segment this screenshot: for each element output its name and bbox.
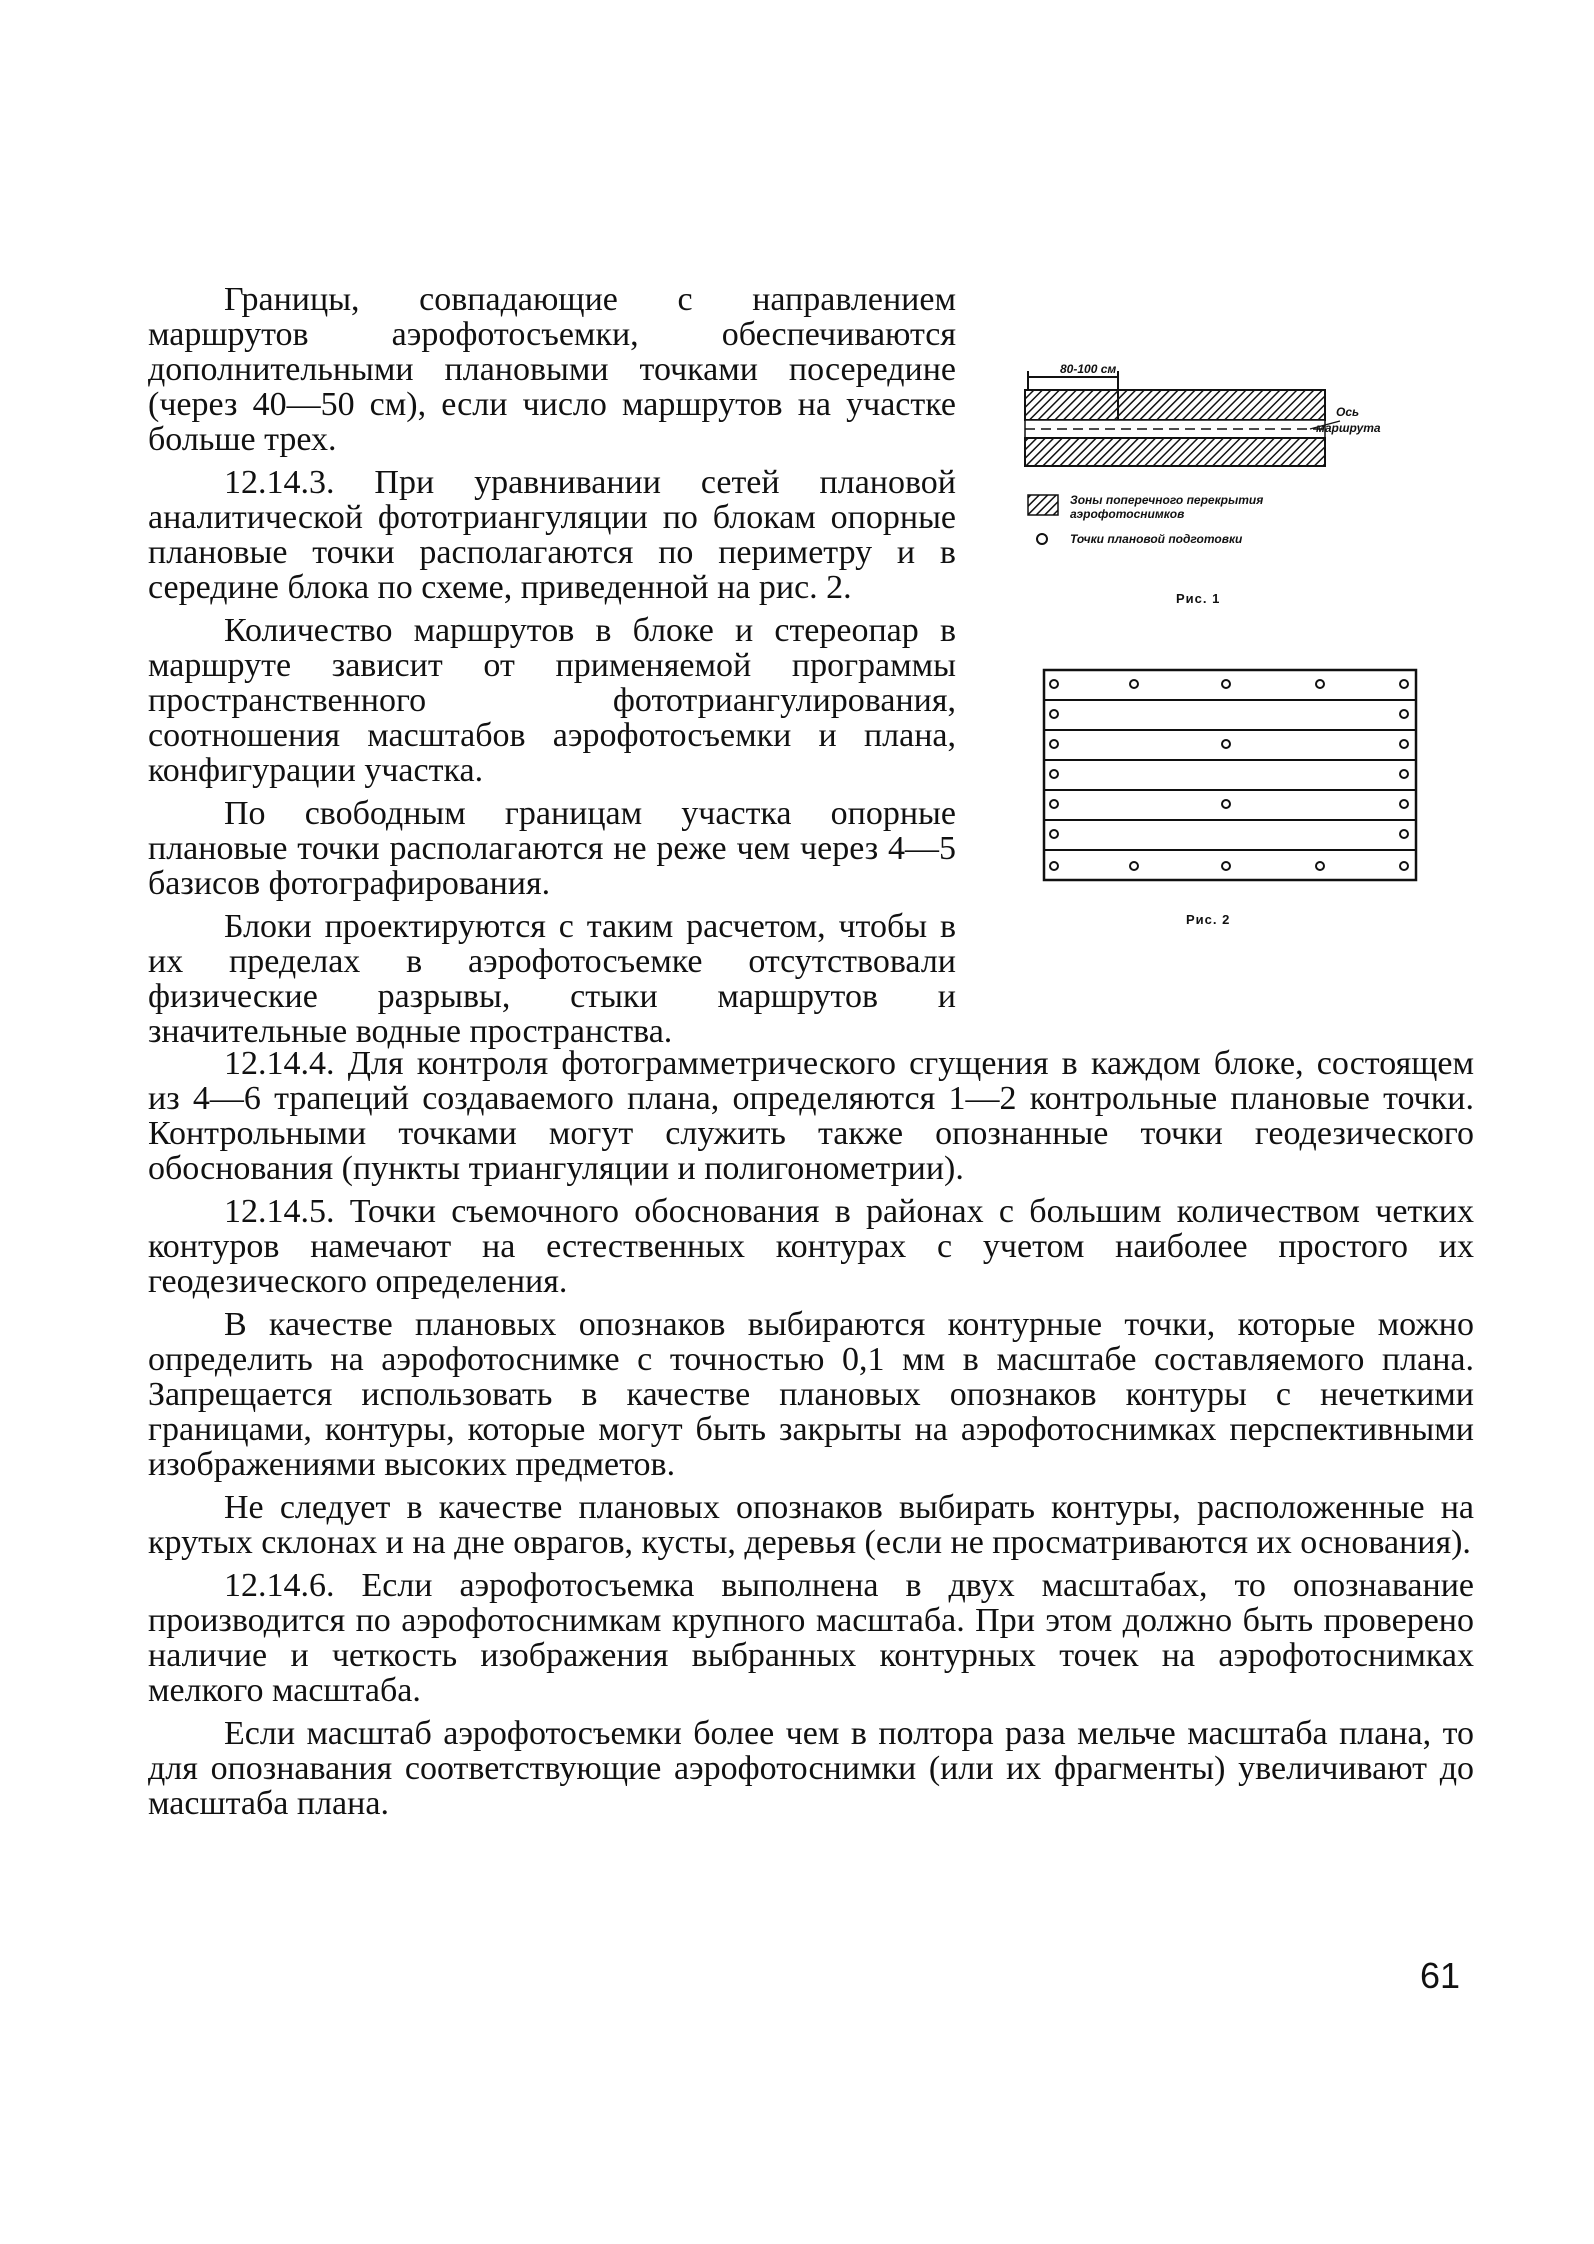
block-outline <box>1044 670 1416 880</box>
axis-label: Ось <box>1336 405 1360 419</box>
figure-1-caption: Рис. 1 <box>1176 591 1221 606</box>
legend-zone-label: Зоны поперечного перекрытия <box>1070 493 1264 507</box>
paragraph: В качестве плановых опознаков выбираются контурные точки, которые можно определить на аэрофотоснимке с точностью 0,1 мм в масштабе составляемого плана. Запрещается использовать в качестве плановых опознаков контуры с нечеткими границами, контуры, которые могут быть закрыты на аэрофотоснимках перспективными изображениями высоких предметов. <box>148 1306 1474 1483</box>
legend-zone-label: аэрофотоснимков <box>1070 507 1185 521</box>
legend-hatch-swatch <box>1028 495 1058 515</box>
paragraph: 12.14.6. Если аэрофотосъемка выполнена в двух масштабах, то опознавание производится по аэрофотоснимкам крупного масштаба. При этом должно быть проверено наличие и четкость изображения выбранных контурных точек на аэрофотоснимках мелкого масштаба. <box>148 1567 1474 1709</box>
paragraph: По свободным границам участка опорные плановые точки располагаются не реже чем через 4—5 базисов фотографирования. <box>148 795 956 902</box>
dimension-label: 80-100 см <box>1060 362 1117 376</box>
figure-1 <box>1010 345 1430 625</box>
paragraph: 12.14.5. Точки съемочного обоснования в районах с большим количеством четких контуров намечают на естественных контурах с учетом наиболее простого их геодезического определения. <box>148 1193 1474 1300</box>
figure-2 <box>1036 662 1426 942</box>
legend-points-label: Точки плановой подготовки <box>1070 532 1243 546</box>
figure-2-caption: Рис. 2 <box>1186 912 1231 927</box>
figure-2-diagram <box>1036 662 1426 882</box>
paragraph: Если масштаб аэрофотосъемки более чем в полтора раза мельче масштаба плана, то для опознавания соответствующие аэрофотоснимки (или их фрагменты) увеличивают до масштаба плана. <box>148 1715 1474 1822</box>
paragraph: 12.14.4. Для контроля фотограмметрического сгущения в каждом блоке, состоящем из 4—6 трапеций создаваемого плана, определяются 1—2 контрольные плановые точки. Контрольными точками могут служить также опознанные точки геодезического обоснования (пункты триангуляции и полигонометрии). <box>148 1045 1474 1187</box>
paragraph: Блоки проектируются с таким расчетом, чтобы в их пределах в аэрофотосъемке отсутствовали физические разрывы, стыки маршрутов и значительные водные пространства. <box>148 908 956 1050</box>
left-text-column <box>148 282 956 1057</box>
overlap-zone-bottom <box>1025 438 1325 466</box>
legend-point-symbol <box>1037 534 1047 544</box>
paragraph: Границы, совпадающие с направлением маршрутов аэрофотосъемки, обеспечиваются дополнительными плановыми точками посередине (через 40—50 см), если число маршрутов на участке больше трех. <box>148 281 956 458</box>
overlap-zone-top <box>1025 390 1325 420</box>
page-number: 61 <box>1420 1955 1461 1996</box>
full-width-text <box>148 1046 1474 1829</box>
paragraph: 12.14.3. При уравнивании сетей плановой аналитической фототриангуляции по блокам опорные плановые точки располагаются по периметру и в середине блока по схеме, приведенной на рис. 2. <box>148 464 956 606</box>
paragraph: Количество маршрутов в блоке и стереопар в маршруте зависит от применяемой программы пространственного фототриангулирования, соотношения масштабов аэрофотосъемки и плана, конфигурации участка. <box>148 612 956 789</box>
paragraph: Не следует в качестве плановых опознаков выбирать контуры, расположенные на крутых склонах и на дне оврагов, кусты, деревья (если не просматриваются их основания). <box>148 1489 1474 1561</box>
axis-label: маршрута <box>1316 421 1381 435</box>
